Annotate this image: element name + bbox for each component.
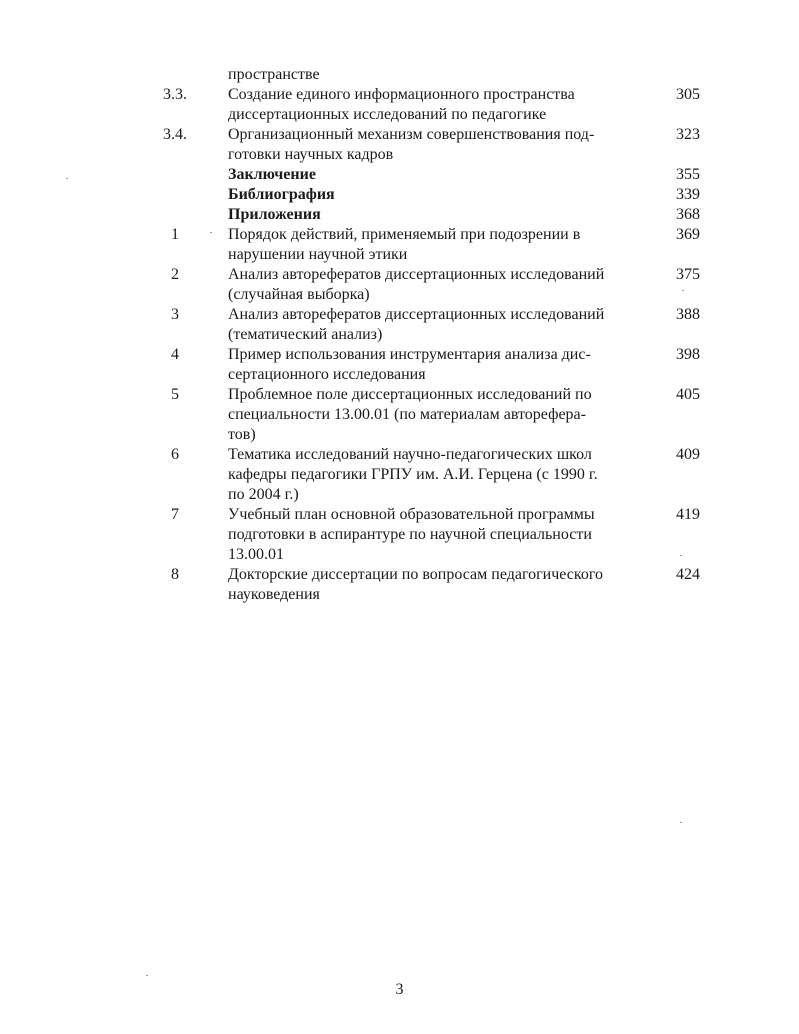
- toc-entry-page: 369: [676, 226, 700, 243]
- toc-entry-number: 7: [171, 506, 179, 523]
- toc-entry: [0, 385, 799, 445]
- toc-entry-title-line: подготовки в аспирантуре по научной специальности: [228, 526, 592, 543]
- toc-entry-title: [228, 445, 644, 505]
- toc-entry-title-line: Анализ авторефератов диссертационных исследований: [228, 306, 605, 323]
- scan-speck: [682, 290, 684, 291]
- toc-entry-title-line: по 2004 г.): [228, 486, 299, 503]
- toc-entry-title-line: сертационного исследования: [228, 366, 426, 383]
- toc-entry-number: 6: [171, 446, 179, 463]
- toc-entry-title-line: специальности 13.00.01 (по материалам авторефера-: [228, 406, 586, 423]
- toc-entry-page: 323: [676, 126, 700, 143]
- toc-entry: [0, 445, 799, 505]
- toc-entry-page: 405: [676, 386, 700, 403]
- toc-entry-title-line: кафедры педагогики ГРПУ им. А.И. Герцена (с 1990 г.: [228, 466, 598, 483]
- toc-entry-page: 355: [676, 166, 700, 183]
- toc-entry-title-line: Библиография: [228, 186, 335, 203]
- toc-entry-title-line: Приложения: [228, 206, 321, 223]
- toc-entry: [0, 85, 799, 125]
- toc-entry-title: [228, 165, 644, 185]
- toc-entry-page: 339: [676, 186, 700, 203]
- scan-speck: [680, 555, 682, 556]
- toc-entry-page: 368: [676, 206, 700, 223]
- toc-entry-page: 305: [676, 86, 700, 103]
- toc-entry-number: 3.4.: [163, 126, 187, 143]
- toc-entry-title-line: Организационный механизм совершенствования под-: [228, 126, 595, 143]
- toc-entry-title: [228, 125, 644, 165]
- toc-entry-title-line: Анализ авторефератов диссертационных исследований: [228, 266, 605, 283]
- page-number: 3: [395, 981, 404, 998]
- toc-entry-title-line: Заключение: [228, 166, 316, 183]
- toc-entry: [0, 305, 799, 345]
- toc-entry-title-line: Порядок действий, применяемый при подозрении в: [228, 226, 581, 243]
- toc-entry: [0, 565, 799, 605]
- toc-entry-title-line: Создание единого информационного пространства: [228, 86, 575, 103]
- toc-entry: [0, 225, 799, 265]
- toc-entry: [0, 165, 799, 185]
- toc-entry-title: [228, 65, 644, 85]
- toc-entry: [0, 265, 799, 305]
- toc-entry-title-line: Докторские диссертации по вопросам педагогического: [228, 566, 604, 583]
- toc-entry-number: 4: [171, 346, 179, 363]
- toc-entry-title-line: готовки научных кадров: [228, 146, 394, 163]
- toc-entry-number: 3.3.: [163, 86, 187, 103]
- toc-entry-number: 8: [171, 566, 179, 583]
- toc-entry-title-line: 13.00.01: [228, 546, 284, 563]
- toc-entry: [0, 205, 799, 225]
- toc-entry-page: 398: [676, 346, 700, 363]
- toc-entry-title-line: (случайная выборка): [228, 286, 370, 303]
- toc-entry-title: [228, 345, 644, 385]
- scan-speck: [66, 178, 68, 179]
- toc-entry-title-line: Учебный план основной образовательной программы: [228, 506, 595, 523]
- scan-speck: [146, 975, 148, 976]
- toc-entry-title-line: Проблемное поле диссертационных исследований по: [228, 386, 592, 403]
- toc-entry-title: [228, 505, 644, 565]
- toc-entry-page: 424: [676, 566, 700, 583]
- toc-entry-title: [228, 185, 644, 205]
- toc-entry-title: [228, 265, 644, 305]
- toc-entry-title: [228, 205, 644, 225]
- toc-entry: [0, 185, 799, 205]
- toc-entry-title: [228, 85, 644, 125]
- toc-entry-page: 388: [676, 306, 700, 323]
- toc-entry-number: 1: [171, 226, 179, 243]
- toc-entry-title-line: диссертационных исследований по педагогике: [228, 106, 547, 123]
- toc-entry-title-line: (тематический анализ): [228, 326, 383, 343]
- toc-entry-page: 409: [676, 446, 700, 463]
- scan-speck: [680, 822, 682, 823]
- toc-entry: [0, 65, 799, 85]
- toc-entry-title-line: тов): [228, 426, 256, 443]
- toc-entry-title-line: пространстве: [228, 66, 320, 83]
- toc-entry-page: 375: [676, 266, 700, 283]
- toc-entry-title: [228, 305, 644, 345]
- toc-entry-page: 419: [676, 506, 700, 523]
- toc-entry-title: [228, 565, 644, 605]
- toc-entry-title-line: нарушении научной этики: [228, 246, 408, 263]
- toc-entry: [0, 125, 799, 165]
- toc-entry-number: 5: [171, 386, 179, 403]
- toc-entry-title-line: Пример использования инструментария анализа дис-: [228, 346, 591, 363]
- toc-entry-title-line: Тематика исследований научно-педагогических школ: [228, 446, 592, 463]
- toc-entry: [0, 505, 799, 565]
- toc-entry: [0, 345, 799, 385]
- scan-speck: [210, 232, 212, 233]
- toc-entry-title-line: науковедения: [228, 586, 320, 603]
- toc-entry-number: 2: [171, 266, 179, 283]
- toc-entry-title: [228, 385, 644, 445]
- table-of-contents: [0, 65, 799, 605]
- toc-entry-number: 3: [171, 306, 179, 323]
- toc-entry-title: [228, 225, 644, 265]
